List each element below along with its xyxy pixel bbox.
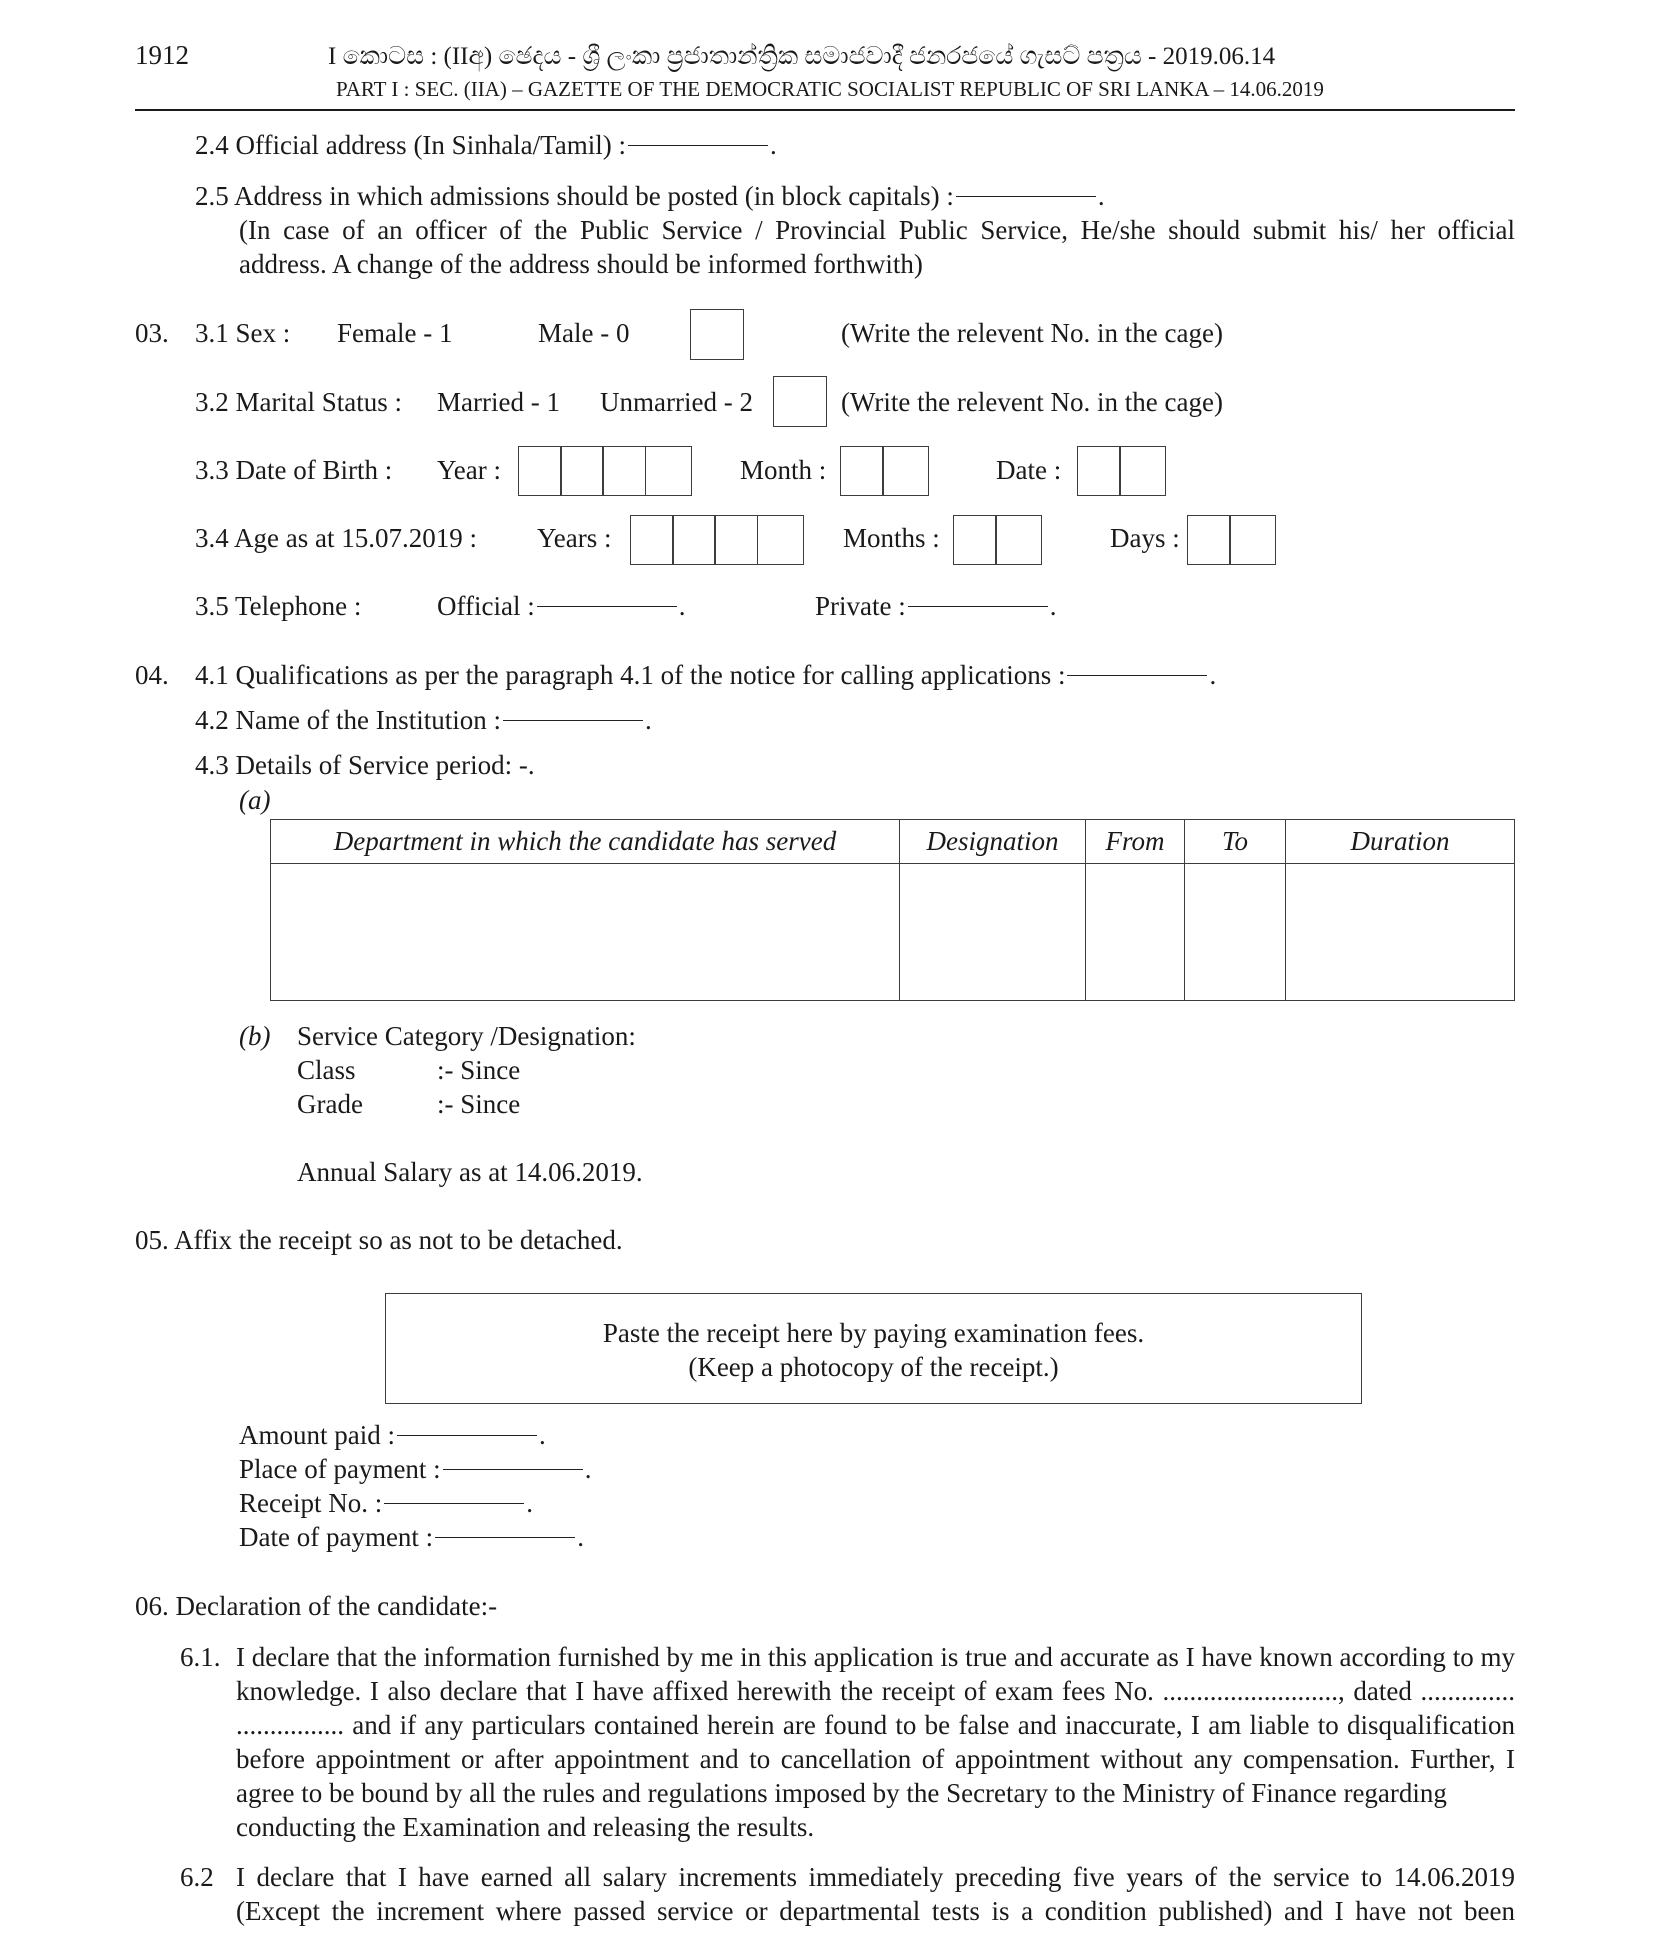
dob-date-digit[interactable] xyxy=(1077,446,1121,496)
female-option: Female - 1 xyxy=(337,318,453,348)
dob-month-label: Month : xyxy=(740,455,827,485)
posting-address-field: 2.5 Address in which admissions should be posted (in block capitals) : . xyxy=(195,181,1105,211)
to-cell[interactable] xyxy=(1185,864,1286,1001)
dob-label: 3.3 Date of Birth : xyxy=(195,455,393,485)
age-months-digit[interactable] xyxy=(995,515,1042,565)
male-option: Male - 0 xyxy=(538,318,630,348)
dob-year-label: Year : xyxy=(437,455,502,485)
age-months-digit[interactable] xyxy=(953,515,997,565)
header-rule xyxy=(135,109,1515,111)
age-days-digit[interactable] xyxy=(1229,515,1276,565)
age-years-digit[interactable] xyxy=(630,515,674,565)
marital-status-cage[interactable] xyxy=(773,376,827,427)
dob-month-boxes[interactable] xyxy=(840,446,929,496)
telephone-official-field: Official : . xyxy=(437,591,686,621)
page-number: 1912 xyxy=(135,40,189,70)
section-05-heading: 05. Affix the receipt so as not to be detached. xyxy=(135,1225,623,1255)
section-03-number: 03. xyxy=(135,318,169,348)
dob-year-digit[interactable] xyxy=(602,446,646,496)
age-years-label: Years : xyxy=(537,523,612,553)
declaration-6-1-text xyxy=(236,1640,1515,1844)
receipt-box-line-2: (Keep a photocopy of the receipt.) xyxy=(688,1352,1059,1382)
declaration-6-2-number: 6.2 xyxy=(180,1862,214,1892)
official-address-field: 2.4 Official address (In Sinhala/Tamil) : . xyxy=(195,130,777,160)
declaration-6-2-text: I declare that I have earned all salary increments immediately preceding five years of the service to 14.06.2019 (Except the increment where passed service or departmental tests is a condition published) and I have not been xyxy=(236,1862,1515,1926)
annual-salary-label: Annual Salary as at 14.06.2019. xyxy=(297,1157,643,1187)
age-years-digit[interactable] xyxy=(672,515,716,565)
age-months-boxes[interactable] xyxy=(953,515,1042,565)
class-since: :- Since xyxy=(437,1055,521,1085)
dob-date-label: Date : xyxy=(996,455,1062,485)
unmarried-option: Unmarried - 2 xyxy=(600,387,753,417)
age-days-digit[interactable] xyxy=(1187,515,1231,565)
sex-cage[interactable] xyxy=(690,309,744,360)
age-days-boxes[interactable] xyxy=(1187,515,1276,565)
dob-year-digit[interactable] xyxy=(645,446,692,496)
marital-cage-note: (Write the relevent No. in the cage) xyxy=(841,387,1223,417)
section-06-heading: 06. Declaration of the candidate:- xyxy=(135,1591,498,1621)
declaration-6-1-number: 6.1. xyxy=(180,1642,221,1672)
amount-paid-field: Amount paid : . xyxy=(239,1420,546,1450)
from-cell[interactable] xyxy=(1086,864,1185,1001)
gazette-title-english: PART I : SEC. (IIA) – GAZETTE OF THE DEMOCRATIC SOCIALIST REPUBLIC OF SRI LANKA – 14.06.2019 xyxy=(336,77,1324,101)
telephone-label: 3.5 Telephone : xyxy=(195,591,362,621)
dob-year-digit[interactable] xyxy=(560,446,604,496)
date-of-payment-field: Date of payment : . xyxy=(239,1522,584,1552)
age-days-label: Days : xyxy=(1110,523,1180,553)
sub-a-label: (a) xyxy=(239,785,271,815)
dob-date-digit[interactable] xyxy=(1119,446,1166,496)
department-cell[interactable] xyxy=(271,864,900,1001)
age-years-digit[interactable] xyxy=(714,515,758,565)
receipt-number-field: Receipt No. : . xyxy=(239,1488,533,1518)
age-years-boxes[interactable] xyxy=(630,515,804,565)
section-04-number: 04. xyxy=(135,660,169,690)
dob-month-digit[interactable] xyxy=(882,446,929,496)
service-table-row xyxy=(271,864,1515,1001)
posting-address-note-1: (In case of an officer of the Public Service / Provincial Public Service, He/she should submit his/ her official xyxy=(239,215,1515,245)
sex-label: 3.1 Sex : xyxy=(195,318,291,348)
age-years-digit[interactable] xyxy=(757,515,804,565)
marital-status-label: 3.2 Marital Status : xyxy=(195,387,402,417)
sex-cage-note: (Write the relevent No. in the cage) xyxy=(841,318,1223,348)
receipt-box-line-1: Paste the receipt here by paying examination fees. xyxy=(602,1318,1145,1348)
declaration-6-1-body: I declare that the information furnished by me in this application is true and accurate as I have known according to my knowledge. I also declare that I have affixed herewith the receipt of exam fees No. .........................., dated .............. ................ and if any particulars contained herein are found to be false and inaccurate, I am liable to disqualification before appointment or after appointment and to cancellation of appointment without any compensation. Further, I agree to be bound by all the rules and regulations imposed by the Secretary to the Ministry of Finance regarding xyxy=(236,1642,1515,1808)
col-to: To xyxy=(1185,820,1286,864)
declaration-6-1-last-line: conducting the Examination and releasing the results. xyxy=(236,1812,815,1842)
gazette-title-sinhala: I කොටස : (IIඅ) ඡෙදය - ශ්‍රී ලංකා ප්‍රජාතාන්ත්‍රික සමාජවාදී ජනරජයේ ගැසට් පත්‍රය - 2019.06.14 xyxy=(328,43,1276,70)
duration-cell[interactable] xyxy=(1286,864,1515,1001)
designation-cell[interactable] xyxy=(900,864,1086,1001)
sub-b-label: (b) xyxy=(239,1021,271,1051)
service-category-label: Service Category /Designation: xyxy=(297,1021,636,1051)
class-label: Class xyxy=(297,1055,356,1085)
service-period-label: 4.3 Details of Service period: -. xyxy=(195,750,535,780)
col-department: Department in which the candidate has served xyxy=(271,820,900,864)
service-period-table xyxy=(270,819,1515,1001)
dob-date-boxes[interactable] xyxy=(1077,446,1166,496)
married-option: Married - 1 xyxy=(437,387,560,417)
age-label: 3.4 Age as at 15.07.2019 : xyxy=(195,523,477,553)
col-duration: Duration xyxy=(1286,820,1515,864)
dob-year-boxes[interactable] xyxy=(518,446,692,496)
dob-month-digit[interactable] xyxy=(840,446,884,496)
dob-year-digit[interactable] xyxy=(518,446,562,496)
col-designation: Designation xyxy=(900,820,1086,864)
place-of-payment-field: Place of payment : . xyxy=(239,1454,592,1484)
posting-address-note-2: address. A change of the address should be informed forthwith) xyxy=(239,249,923,279)
grade-label: Grade xyxy=(297,1089,363,1119)
grade-since: :- Since xyxy=(437,1089,521,1119)
col-from: From xyxy=(1086,820,1185,864)
telephone-private-field: Private : . xyxy=(815,591,1057,621)
age-months-label: Months : xyxy=(843,523,940,553)
qualifications-field: 4.1 Qualifications as per the paragraph 4.1 of the notice for calling applications : . xyxy=(195,660,1217,690)
institution-field: 4.2 Name of the Institution : . xyxy=(195,705,652,735)
service-table-header-row xyxy=(271,820,1515,864)
